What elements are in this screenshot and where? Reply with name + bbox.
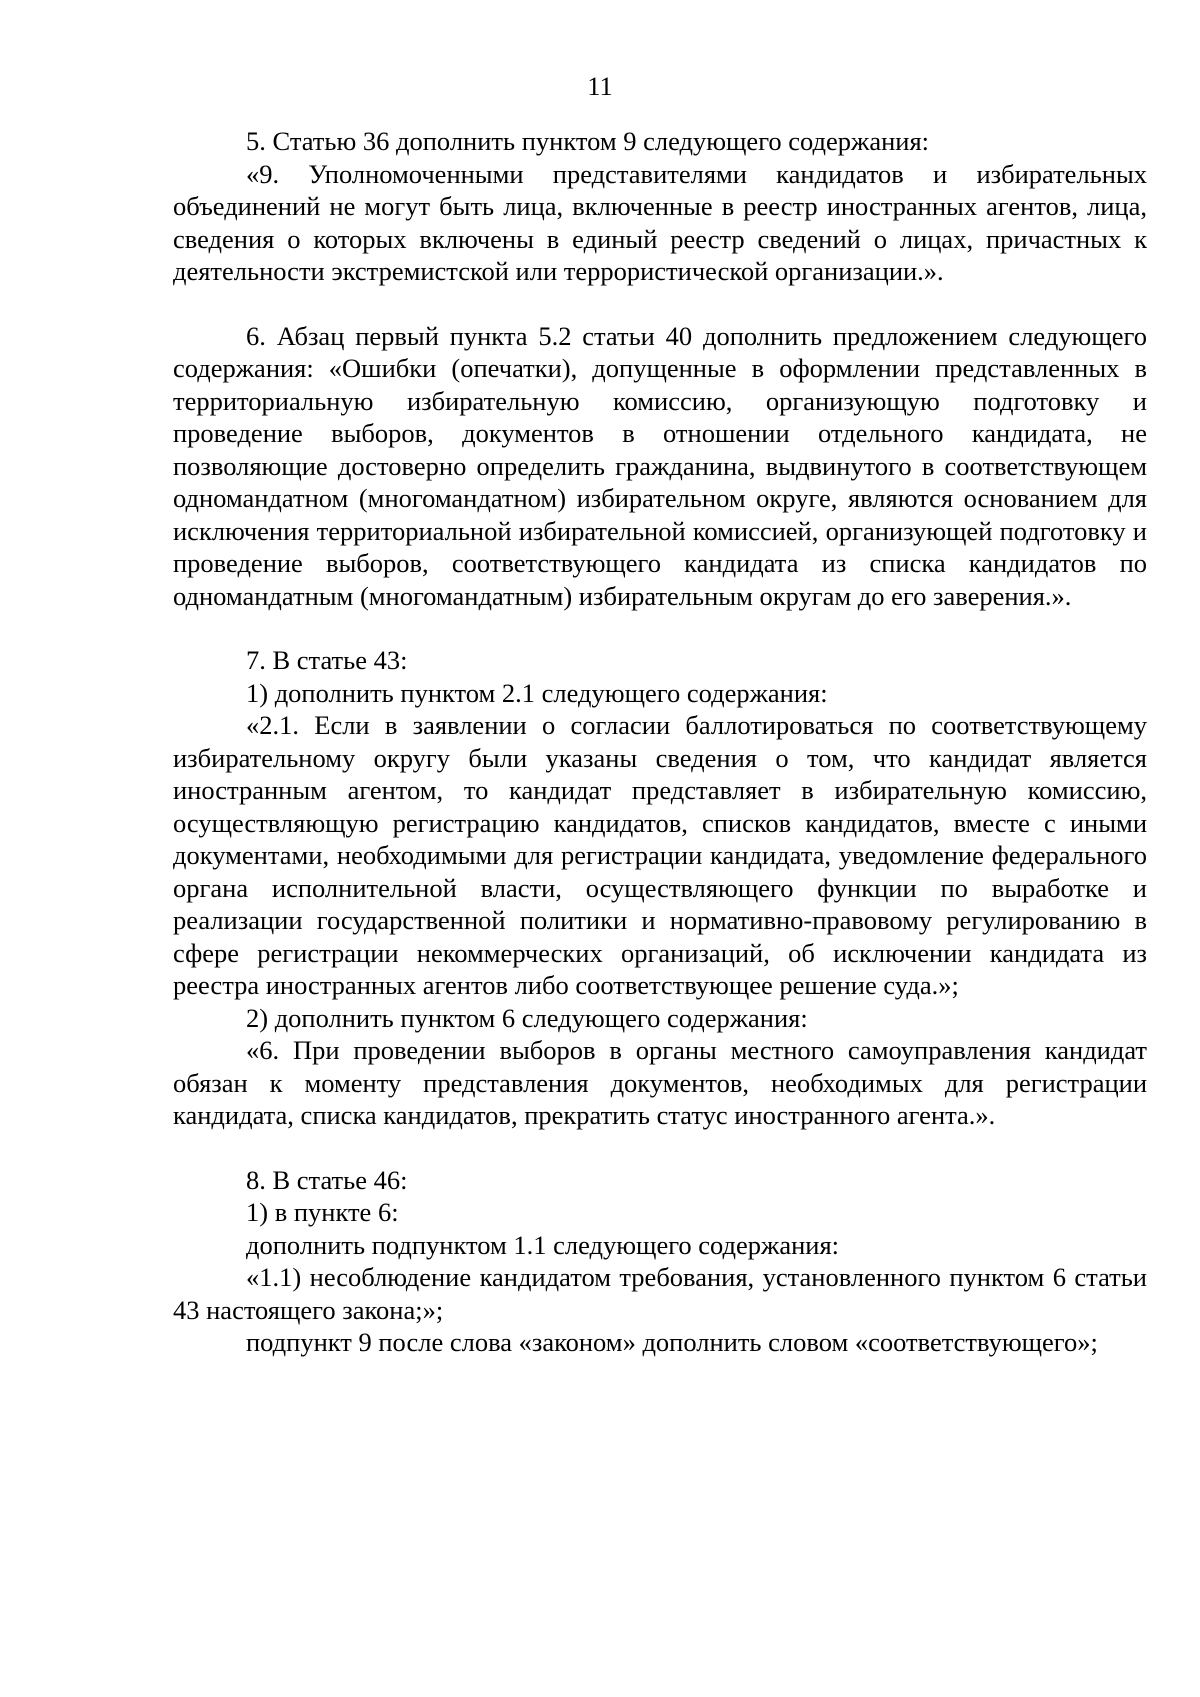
paragraph-article-36-quote: «9. Уполномоченными представителями кандидатов и избирательных объединений не могут быть лица, включенные в реестр иностранных агентов, лица, сведения о которых включены в единый реестр сведений о лицах, причастных к деятельности экстремистской или террористической организации.». [173,158,1147,286]
paragraph-gap [173,288,1147,320]
paragraph-article-43-item-1: 1) дополнить пунктом 2.1 следующего содержания: [246,677,828,708]
paragraph-article-46-subitem-9: подпункт 9 после слова «законом» дополнить словом «соответствующего»; [246,1327,1098,1357]
paragraph-article-43-item-1-quote: «2.1. Если в заявлении о согласии баллотироваться по соответствующему избирательному округу были указаны сведения о том, что кандидат является иностранным агентом, то кандидат представляет в избирательную комиссию, осуществляющую регистрацию кандидатов, списков кандидатов, вместе с иными документами, необходимыми для регистрации кандидата, уведомление федерального органа исполнительной власти, осуществляющего функции по выработке и реализации государственной политики и нормативно-правовому регулированию в сфере регистрации некоммерческих организаций, об исключении кандидата из реестра иностранных агентов либо соответствующее решение суда.»; [173,710,1147,1000]
paragraph-article-43-heading: 7. В статье 43: [246,645,408,675]
paragraph-article-46-subitem: дополнить подпунктом 1.1 следующего содержания: [246,1229,840,1260]
page-number: 11 [587,71,613,101]
paragraph-article-46-subitem-quote: «1.1) несоблюдение кандидатом требования, установленного пунктом 6 статьи 43 настоящего закона;»; [173,1262,1147,1325]
paragraph-article-46-heading: 8. В статье 46: [246,1164,408,1195]
paragraph-article-43-item-2-quote: «6. При проведении выборов в органы местного самоуправления кандидат обязан к моменту представления документов, необходимых для регистрации кандидата, списка кандидатов, прекратить статус иностранного агента.». [173,1035,1147,1130]
paragraph-gap [173,612,1147,644]
document-body [173,125,1147,1359]
paragraph-article-46-item-1: 1) в пункте 6: [246,1197,399,1227]
paragraph-article-36: 5. Статью 36 дополнить пунктом 9 следующего содержания: [246,126,930,156]
paragraph-article-40: 6. Абзац первый пункта 5.2 статьи 40 дополнить предложением следующего содержания: «Ошибки (опечатки), допущенные в оформлении представленных в территориальную избирательную комиссию, организующую подготовку и проведение выборов, документов в отношении отдельного кандидата, не позволяющие достоверно определить гражданина, выдвинутого в соответствующем одномандатном (многомандатном) избирательном округе, являются основанием для исключения территориальной избирательной комиссией, организующей подготовку и проведение выборов, соответствующего кандидата из списка кандидатов по одномандатным (многомандатным) избирательным округам до его заверения.». [173,320,1147,611]
paragraph-gap [173,1132,1147,1164]
paragraph-article-43-item-2: 2) дополнить пунктом 6 следующего содержания: [246,1002,808,1033]
